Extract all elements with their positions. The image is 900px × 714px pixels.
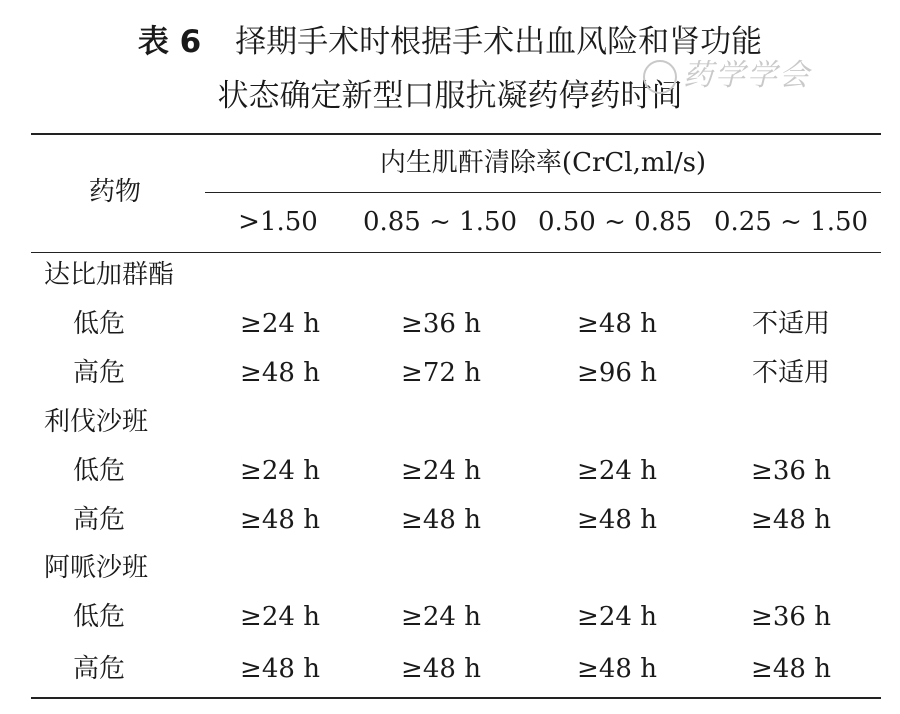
- table-cell: ≥36 h: [751, 602, 831, 632]
- table-cell: ≥48 h: [401, 505, 481, 535]
- table-cell: ≥96 h: [577, 358, 657, 388]
- risk-label: 高危: [73, 654, 126, 684]
- table-top-rule: [31, 133, 881, 135]
- risk-label: 低危: [73, 456, 126, 486]
- table-cell: ≥36 h: [751, 456, 831, 486]
- table-bottom-rule: [31, 697, 881, 699]
- drug-name: 达比加群酯: [44, 260, 175, 290]
- table-cell: ≥48 h: [240, 505, 320, 535]
- table-cell: ≥48 h: [240, 654, 320, 684]
- risk-label: 低危: [73, 309, 126, 339]
- table-cell: ≥36 h: [401, 309, 481, 339]
- crcl-column-header: 0.25 ~ 1.50: [713, 207, 869, 237]
- table-title-line-2: 状态确定新型口服抗凝药停药时间: [217, 78, 683, 114]
- table-cell: ≥24 h: [240, 456, 320, 486]
- watermark-text: 药学学会: [683, 58, 811, 93]
- table-cell: ≥48 h: [401, 654, 481, 684]
- table-cell: 不适用: [751, 309, 831, 339]
- drug-column-header: 药物: [88, 177, 142, 207]
- table-cell: ≥24 h: [577, 456, 657, 486]
- table-cell: ≥24 h: [240, 602, 320, 632]
- table-cell: ≥48 h: [240, 358, 320, 388]
- drug-name: 阿哌沙班: [44, 553, 149, 583]
- table-cell: ≥24 h: [401, 456, 481, 486]
- risk-label: 低危: [73, 602, 126, 632]
- table-cell: ≥24 h: [240, 309, 320, 339]
- watermark-seal-icon: [643, 60, 677, 94]
- table-cell: ≥48 h: [751, 505, 831, 535]
- table-cell: ≥48 h: [577, 505, 657, 535]
- drug-name: 利伐沙班: [44, 407, 149, 437]
- crcl-column-header: >1.50: [238, 207, 318, 237]
- crcl-column-header: 0.85 ~ 1.50: [362, 207, 518, 237]
- table-cell: ≥24 h: [577, 602, 657, 632]
- table-cell: ≥48 h: [577, 309, 657, 339]
- table-subheader-rule: [31, 252, 881, 253]
- watermark: [643, 50, 811, 94]
- table-number-label: 表 6: [137, 24, 202, 60]
- risk-label: 高危: [73, 505, 126, 535]
- table-header-divider: [205, 192, 881, 193]
- table-cell: ≥48 h: [577, 654, 657, 684]
- risk-label: 高危: [73, 358, 126, 388]
- table-cell: ≥72 h: [401, 358, 481, 388]
- table-cell: ≥24 h: [401, 602, 481, 632]
- crcl-column-header: 0.50 ~ 0.85: [537, 207, 693, 237]
- table-cell: ≥48 h: [751, 654, 831, 684]
- table-cell: 不适用: [751, 358, 831, 388]
- table-title-text: 择期手术时根据手术出血风险和肾功能: [235, 24, 763, 60]
- crcl-group-header: 内生肌酐清除率(CrCl,ml/s): [379, 148, 707, 178]
